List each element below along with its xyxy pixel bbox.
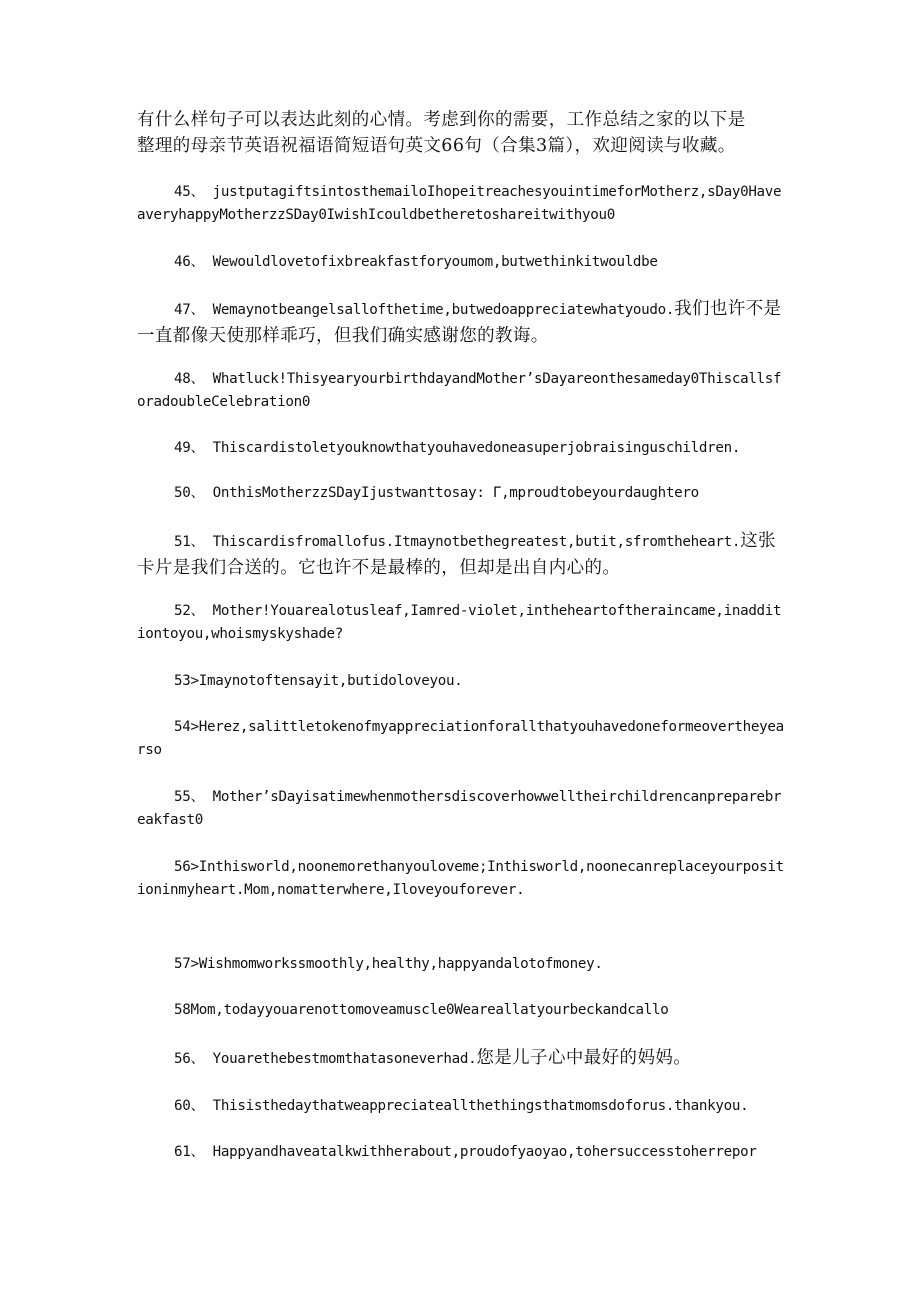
list-item [137,528,787,582]
intro-line-1: 有什么样句子可以表达此刻的心情。考虑到你的需要，工作总结之家的以下是 [137,110,746,130]
item-text: 45、 justputagiftsintosthemailoIhopeitreachesyouintimeforMotherz,sDay0HaveaveryhappyMotherzzSDay0IwishIcouldbetheretoshareitwithyou0 [137,184,782,223]
list-item [137,296,787,350]
intro-paragraph [137,107,777,159]
item-text: 56、 Youarethebestmomthatasoneverhad. [174,1051,477,1067]
item-text: 58Mom,todayyouarenottomoveamuscle0Weareallatyourbeckandcallo [174,1002,669,1018]
item-translation: 您是儿子心中最好的妈妈。 [476,1048,692,1068]
item-text: 47、 Wemaynotbeangelsallofthetime,butwedoappreciatewhatyoudo. [174,302,675,318]
list-item [137,368,787,414]
item-text: 48、 Whatluck!ThisyearyourbirthdayandMother’sDayareonthesameday0ThiscallsforadoubleCelebration0 [137,371,782,410]
list-item [137,181,787,227]
item-text: 50、 OnthisMotherzzSDayIjustwanttosay: Γ,mproudtobeyourdaughtero [174,485,699,501]
list-item [137,1045,787,1072]
list-item [137,437,787,460]
list-item [137,716,787,762]
item-text: 55、 Mother’sDayisatimewhenmothersdiscoverhowwelltheirchildrencanpreparebreakfast0 [137,789,782,828]
list-item [137,953,787,976]
list-item [137,786,787,832]
item-text: 46、 Wewouldlovetofixbreakfastforyoumom,butwethinkitwouldbe [174,254,658,270]
list-item [137,999,787,1022]
list-item [137,670,787,693]
item-text: 61、 Happyandhaveatalkwithherabout,proudofyaoyao,tohersuccesstoherrepor [174,1144,757,1160]
item-text: 60、 Thisisthedaythatweappreciateallthethingsthatmomsdoforus.thankyou. [174,1098,749,1114]
list-item [137,600,787,646]
list-item [137,251,787,274]
list-item [137,856,787,902]
item-text: 54>Herez,salittletokenofmyappreciationforallthatyouhavedoneformeovertheyearso [137,719,784,758]
item-text: 56>Inthisworld,noonemorethanyouloveme;Inthisworld,noonecanreplaceyourpositioninmyheart.Mom,nomatterwhere,Iloveyouforever. [137,859,784,898]
item-translation: 我们也许不是一直都像天使那样乖巧，但我们确实感谢您的教诲。 [137,299,782,346]
intro-line-2: 整理的母亲节英语祝福语简短语句英文66句（合集3篇），欢迎阅读与收藏。 [137,136,736,156]
item-text: 49、 Thiscardistoletyouknowthatyouhavedoneasuperjobraisinguschildren. [174,440,741,456]
list-item [137,1141,787,1164]
item-text: 52、 Mother!Youarealotusleaf,Iamred-violet,intheheartoftheraincame,inadditiontoyou,whoismyskyshade? [137,603,782,642]
list-item [137,482,787,505]
list-item [137,1095,787,1118]
item-text: 53>Imaynotoftensayit,butidoloveyou. [174,673,463,689]
item-text: 51、 Thiscardisfromallofus.Itmaynotbethegreatest,butit,sfromtheheart. [174,534,741,550]
item-translation: 这张卡片是我们合送的。它也许不是最棒的，但却是出自内心的。 [137,531,776,578]
item-text: 57>Wishmomworkssmoothly,healthy,happyandalotofmoney. [174,956,603,972]
